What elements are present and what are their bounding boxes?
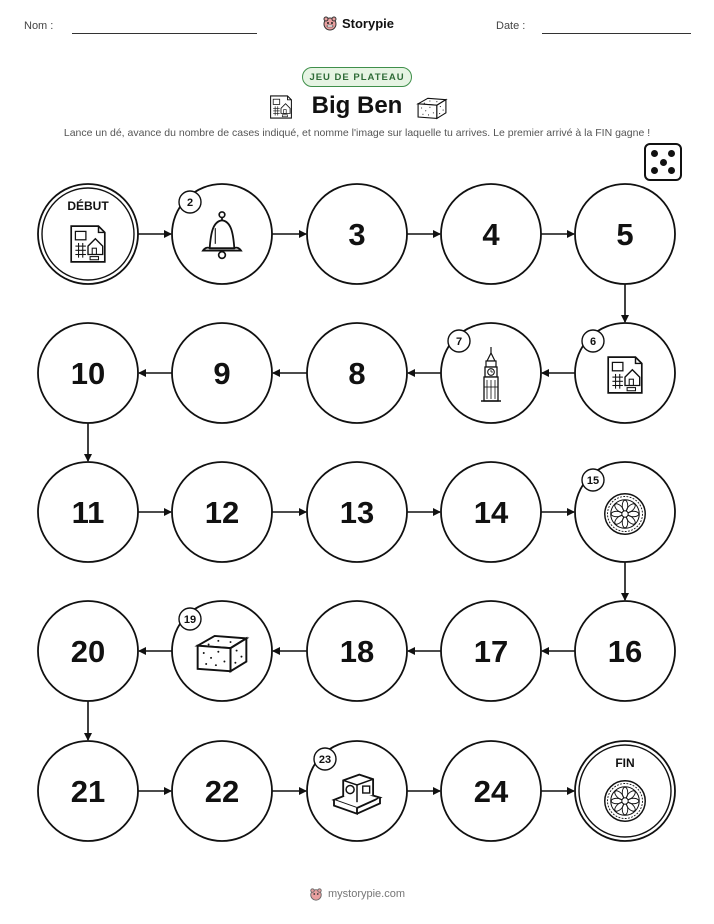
start-label: DÉBUT bbox=[67, 199, 109, 213]
blueprint-icon bbox=[71, 226, 105, 262]
board-cell-7 bbox=[441, 323, 541, 423]
board-cell-5 bbox=[575, 184, 675, 284]
board-cell-10 bbox=[38, 323, 138, 423]
board-cell-24 bbox=[441, 741, 541, 841]
cell-number: 11 bbox=[71, 495, 105, 530]
cell-number: 13 bbox=[339, 495, 375, 530]
cell-number: 22 bbox=[204, 774, 240, 809]
board-cell-18 bbox=[307, 601, 407, 701]
name-label: Nom : bbox=[24, 20, 54, 32]
stone-block-icon bbox=[198, 636, 247, 671]
board-cell-4 bbox=[441, 184, 541, 284]
board-cell-13 bbox=[307, 462, 407, 562]
date-label: Date : bbox=[496, 20, 526, 32]
cell-badge-number: 6 bbox=[589, 336, 597, 348]
cell-number: 10 bbox=[70, 356, 106, 391]
board-cell-2 bbox=[172, 184, 272, 284]
cell-number: 12 bbox=[204, 495, 240, 530]
cell-badge-number: 7 bbox=[455, 336, 463, 348]
rose-window-icon bbox=[605, 781, 645, 821]
board-cell-19 bbox=[172, 601, 272, 701]
footer-url[interactable]: mystorypie.com bbox=[327, 888, 406, 900]
board-cell-15 bbox=[575, 462, 675, 562]
board-cell-6 bbox=[575, 323, 675, 423]
cell-number: 18 bbox=[339, 634, 375, 669]
cell-number: 21 bbox=[70, 774, 106, 809]
cell-number: 4 bbox=[482, 217, 500, 252]
cell-badge-number: 15 bbox=[586, 475, 600, 487]
footer bbox=[0, 887, 714, 901]
end-label: FIN bbox=[615, 756, 635, 770]
mascot-icon bbox=[309, 887, 323, 901]
brand-name: Storypie bbox=[341, 15, 394, 31]
cell-number: 16 bbox=[607, 634, 643, 669]
board-cell-9 bbox=[172, 323, 272, 423]
instructions: Lance un dé, avance du nombre de cases indiqué, et nomme l'image sur laquelle tu arrives. Le premier arrivé à la FIN gagne ! bbox=[63, 127, 651, 139]
page-title: Big Ben bbox=[311, 92, 403, 119]
board-cell-23 bbox=[307, 741, 407, 841]
blueprint-icon bbox=[608, 357, 642, 393]
board-cell-1 bbox=[38, 184, 138, 284]
cell-number: 3 bbox=[348, 217, 366, 252]
cell-badge-number: 19 bbox=[183, 614, 197, 626]
cell-number: 8 bbox=[348, 356, 366, 391]
board-cell-17 bbox=[441, 601, 541, 701]
cell-number: 5 bbox=[616, 217, 634, 252]
board-cell-12 bbox=[172, 462, 272, 562]
rose-window-icon bbox=[605, 494, 645, 534]
cell-number: 24 bbox=[473, 774, 509, 809]
cell-number: 9 bbox=[213, 356, 231, 391]
board-cell-16 bbox=[575, 601, 675, 701]
cell-number: 20 bbox=[70, 634, 106, 669]
board-cell-8 bbox=[307, 323, 407, 423]
cell-badge-number: 23 bbox=[318, 754, 332, 766]
cell-number: 14 bbox=[473, 495, 509, 530]
cell-badge-number: 2 bbox=[186, 197, 194, 209]
cell-number: 17 bbox=[473, 634, 509, 669]
board-cell-3 bbox=[307, 184, 407, 284]
board-cell-11 bbox=[38, 462, 138, 562]
board-cell-22 bbox=[172, 741, 272, 841]
board-cell-20 bbox=[38, 601, 138, 701]
board-cell-21 bbox=[38, 741, 138, 841]
board-cell-14 bbox=[441, 462, 541, 562]
board-cell-25 bbox=[575, 741, 675, 841]
game-type-badge: JEU DE PLATEAU bbox=[302, 67, 412, 87]
